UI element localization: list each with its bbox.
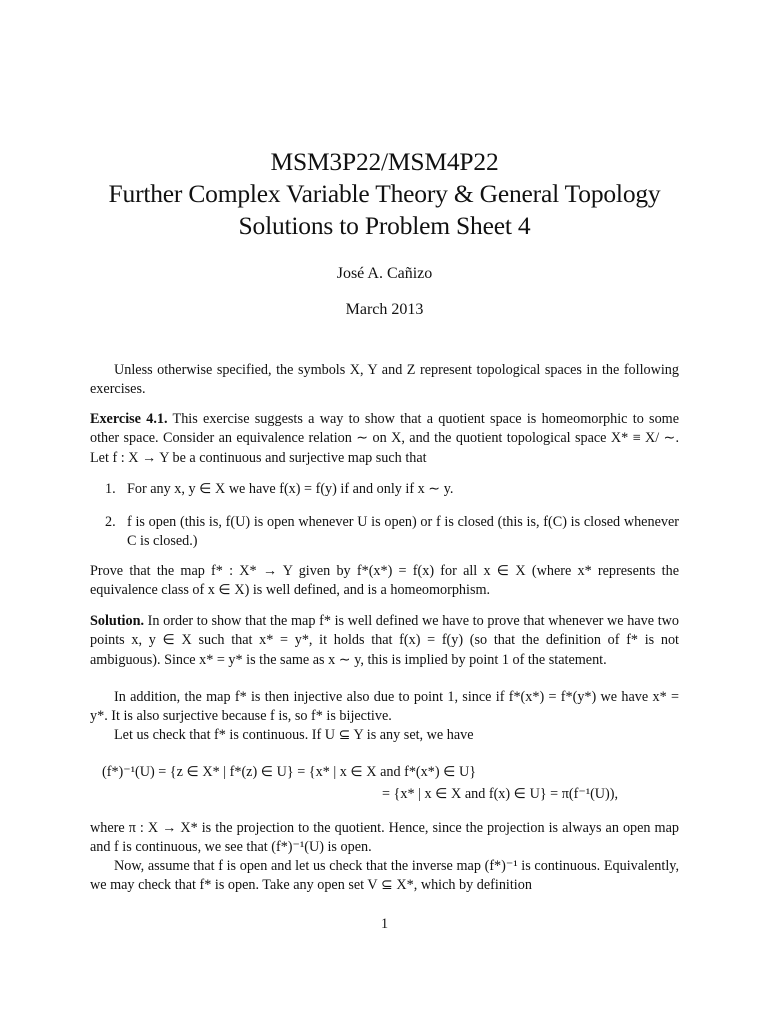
solution-paragraph-3: Let us check that f* is continuous. If U ⊆ Y is any set, we have	[114, 727, 474, 743]
exercise-text: This exercise suggests a way to show that a quotient space is homeomorphic to some other space. Consider an equivalence relation ∼ on X, and the quotient topological space X* ≡ X/ ∼. Let f : X → Y be a continuous and surjective map such that	[90, 411, 680, 466]
solution-label: Solution.	[90, 613, 145, 629]
list-item-text: f is open (this is, f(U) is open whenever U is open) or f is closed (this is, f(C) is closed whenever C is closed.)	[127, 514, 679, 550]
author: José A. Cañizo	[336, 265, 433, 282]
list-item	[105, 480, 679, 499]
course-title: Further Complex Variable Theory & General Topology	[108, 179, 661, 208]
intro-paragraph: Unless otherwise specified, the symbols X, Y and Z represent topological spaces in the following exercises.	[90, 362, 679, 398]
document-title: Solutions to Problem Sheet 4	[238, 211, 531, 240]
equation-line-2: = {x* | x ∈ X and f(x) ∈ U} = π(f⁻¹(U)),	[382, 786, 619, 802]
list-item-number: 2.	[105, 514, 116, 530]
equation-line-1: (f*)⁻¹(U) = {z ∈ X* | f*(z) ∈ U} = {x* | x ∈ X and f*(x*) ∈ U}	[102, 764, 477, 780]
solution-paragraph-1	[90, 612, 679, 670]
exercise-paragraph	[90, 410, 679, 468]
list-item-text: For any x, y ∈ X we have f(x) = f(y) if and only if x ∼ y.	[127, 481, 454, 497]
solution-paragraph-5: Now, assume that f is open and let us check that the inverse map (f*)⁻¹ is continuous. Equivalently, we may check that f* is open. Take any open set V ⊆ X*, which by definition	[90, 858, 679, 894]
document-page	[90, 0, 679, 1024]
title-block	[90, 146, 679, 242]
solution-text: In order to show that the map f* is well defined we have to prove that whenever we have two points x, y ∈ X such that x* = y*, it holds that f(x) = f(y) (so that the definition of f* is not ambiguous). Since x* = y* is the same as x ∼ y, this is implied by point 1 of the statement.	[90, 613, 679, 668]
course-code: MSM3P22/MSM4P22	[270, 147, 499, 176]
solution-paragraph-2: In addition, the map f* is then injective also due to point 1, since if f*(x*) = f*(y*) we have x* = y*. It is also surjective because f is, so f* is bijective.	[90, 689, 679, 725]
list-item-number: 1.	[105, 481, 116, 497]
date: March 2013	[345, 301, 424, 318]
exercise-label: Exercise 4.1.	[90, 411, 168, 427]
prove-paragraph: Prove that the map f* : X* → Y given by f*(x*) = f(x) for all x ∈ X (where x* represents the equivalence class of x ∈ X) is well defined, and is a homeomorphism.	[90, 563, 679, 599]
list-item	[105, 513, 679, 552]
page-number: 1	[380, 916, 389, 932]
solution-paragraph-4: where π : X → X* is the projection to the quotient. Hence, since the projection is always an open map and f is continuous, we see that (f*)⁻¹(U) is open.	[90, 820, 679, 856]
